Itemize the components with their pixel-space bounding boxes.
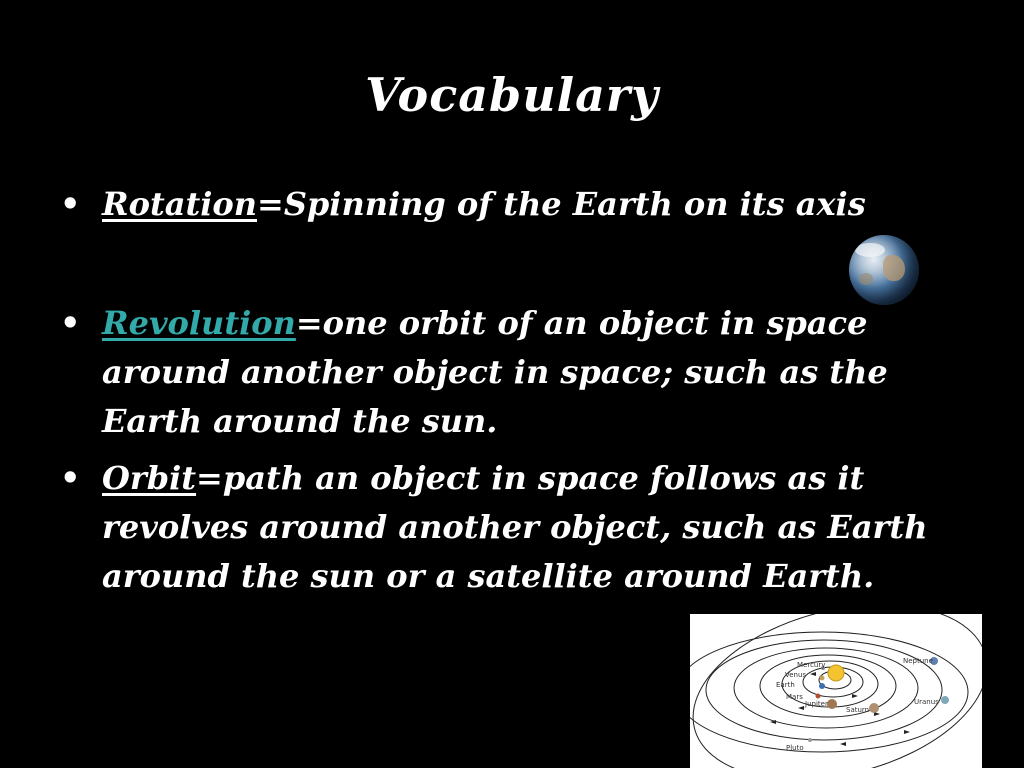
bullet-icon: • (60, 185, 81, 223)
term-orbit: Orbit (102, 459, 197, 497)
slide-title: Vocabulary (365, 68, 659, 122)
list-item (60, 454, 940, 601)
label-uranus: Uranus (914, 698, 939, 706)
label-earth: Earth (776, 681, 795, 689)
earth-globe-image (849, 235, 919, 305)
label-pluto: Pluto (786, 744, 804, 752)
label-neptune: Neptune (903, 657, 933, 665)
label-venus: Venus (785, 671, 807, 679)
label-mercury: Mercury (797, 661, 826, 669)
definition-revolution: =one orbit of an object in space around another object in space; such as the Earth around the sun. (102, 304, 888, 440)
label-jupiter: Jupiter (805, 700, 828, 708)
definition-rotation: =Spinning of the Earth on its axis (257, 185, 866, 223)
definition-orbit: =path an object in space follows as it revolves around another object, such as Earth around the sun or a satellite around Earth. (102, 459, 928, 595)
bullet-icon: • (60, 459, 81, 497)
vocabulary-list (60, 180, 940, 601)
list-item (60, 299, 940, 446)
label-saturn: Saturn (846, 706, 870, 714)
term-rotation: Rotation (102, 185, 257, 223)
list-item (60, 180, 940, 229)
sun-icon (828, 665, 844, 681)
label-mars: Mars (786, 693, 803, 701)
term-revolution-link[interactable]: Revolution (102, 304, 296, 342)
solar-system-svg (690, 614, 982, 768)
solar-system-diagram (690, 614, 982, 768)
bullet-icon: • (60, 304, 81, 342)
